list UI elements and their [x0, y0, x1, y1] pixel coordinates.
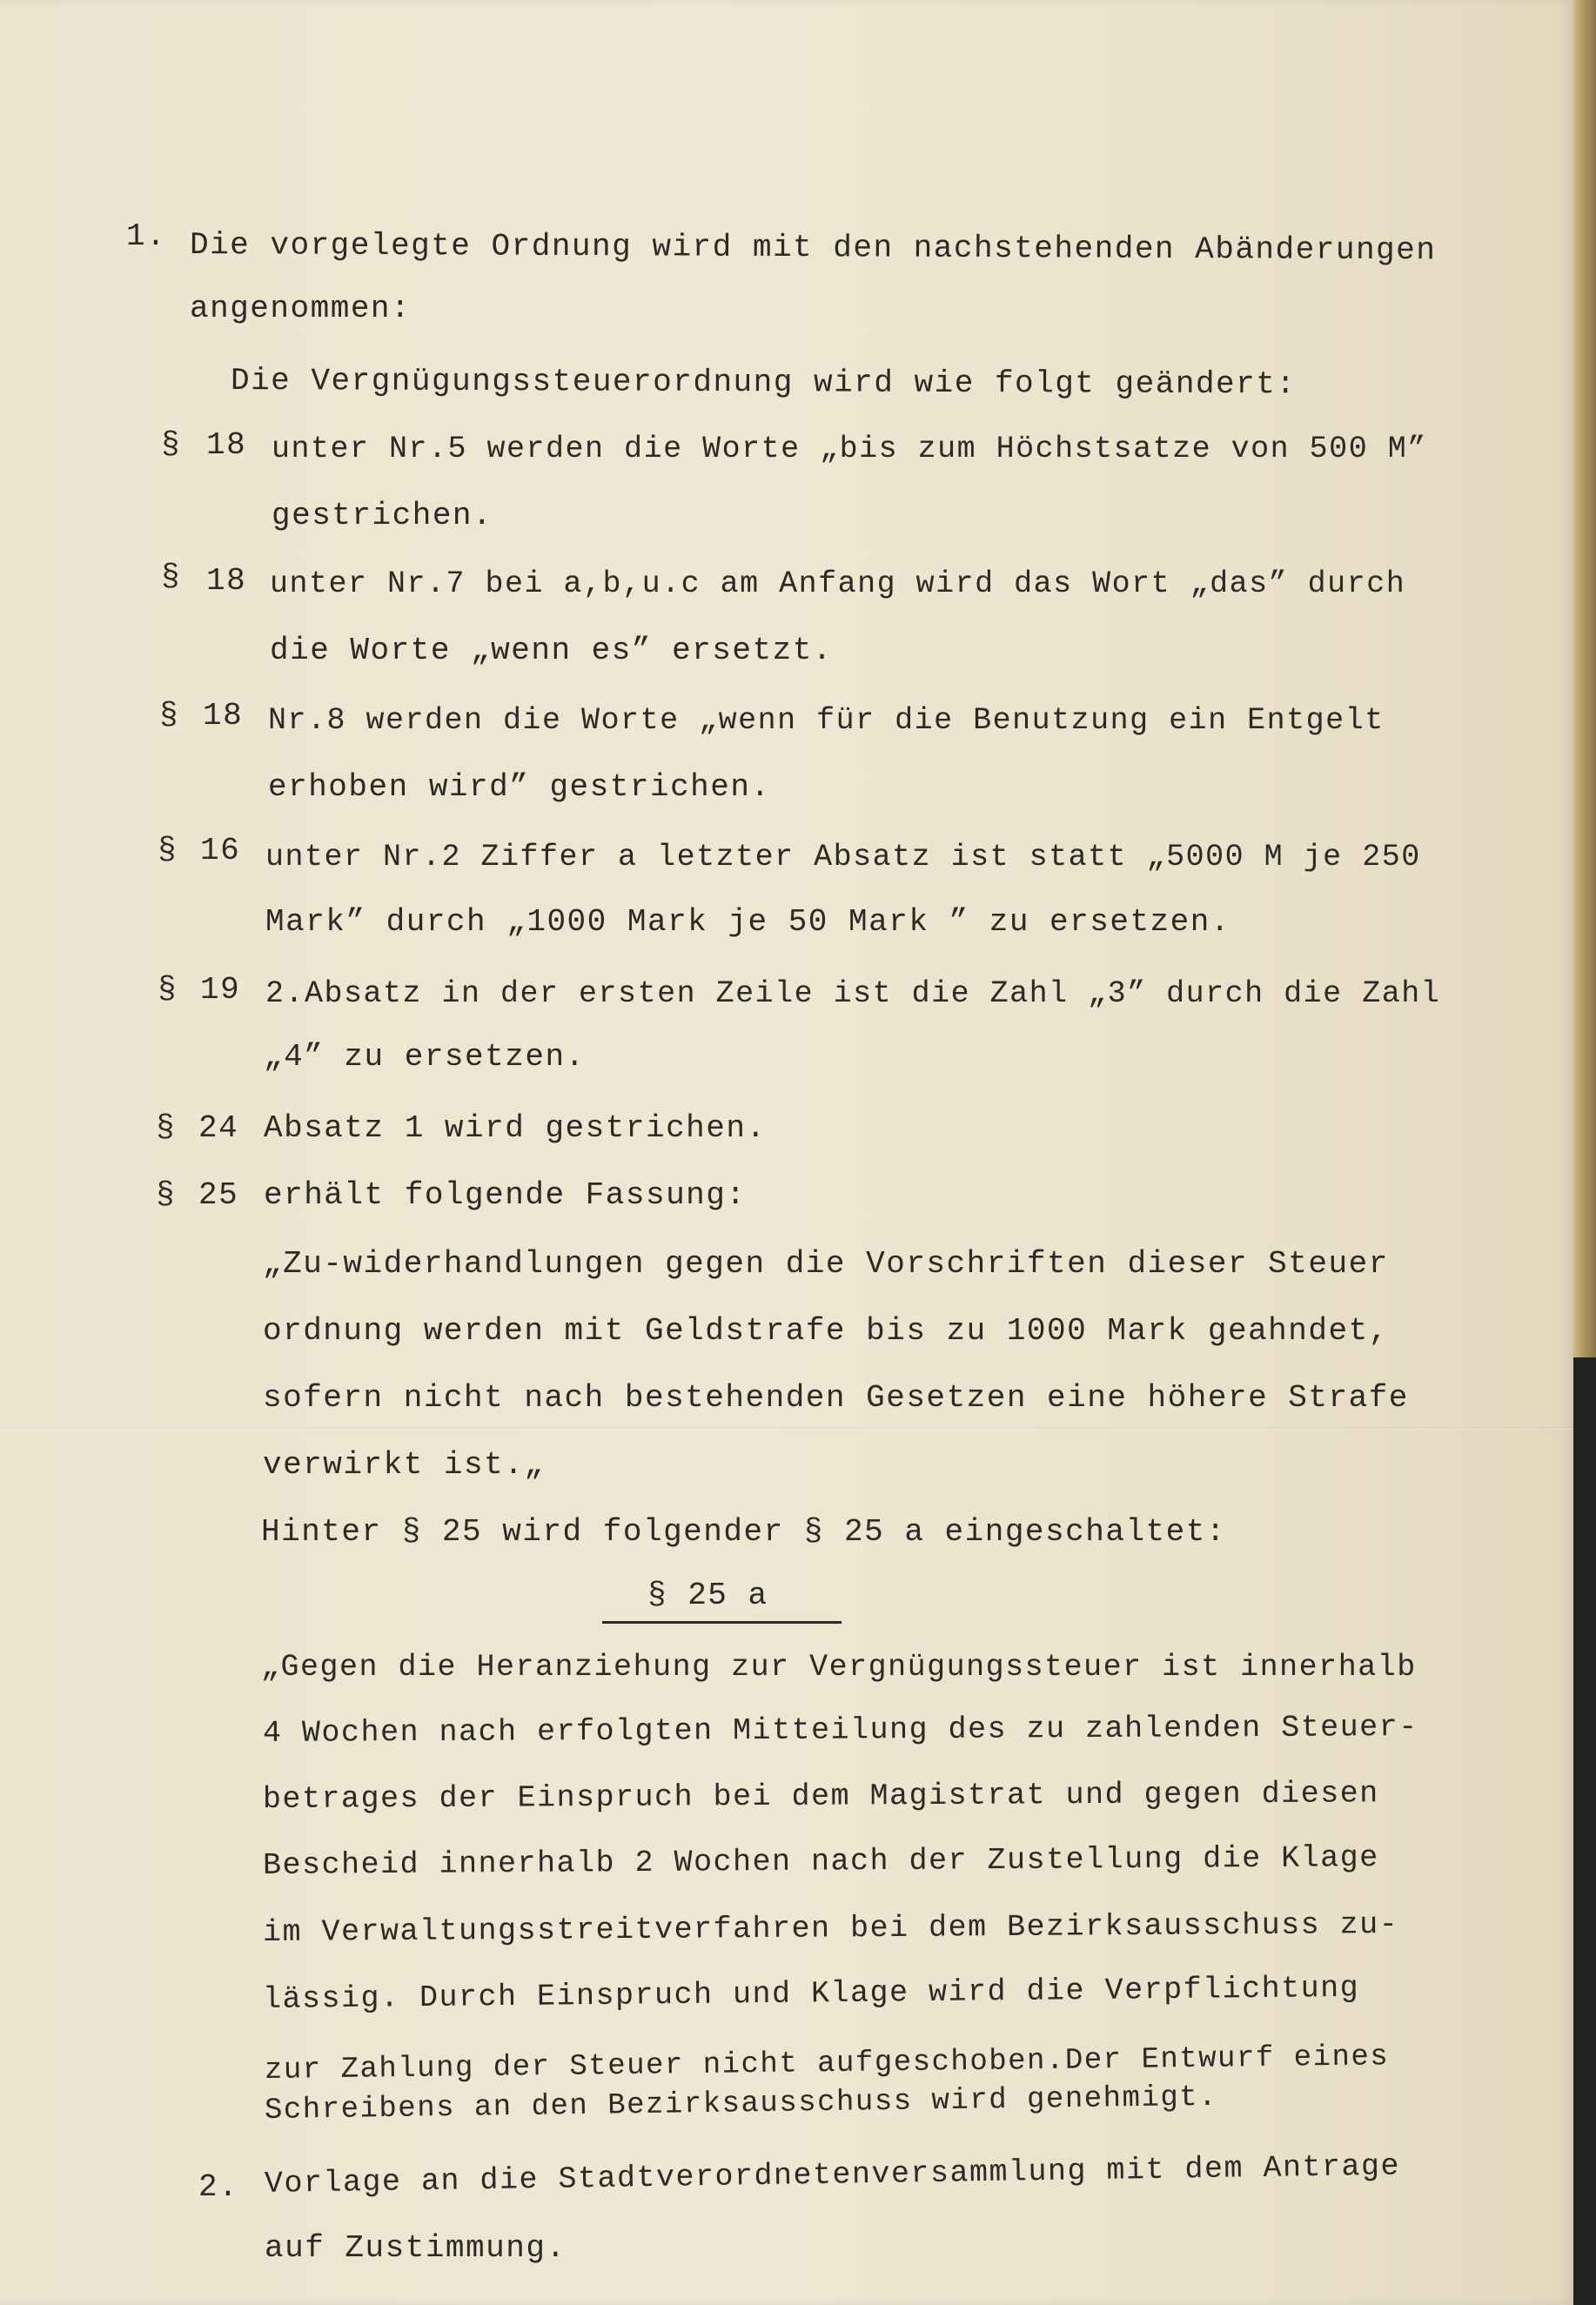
- amendment-text: erhoben wird” gestrichen.: [268, 769, 771, 805]
- amendment-text: erhält folgende Fassung:: [264, 1177, 747, 1213]
- amendment-sign: §: [159, 698, 180, 734]
- quote25a-line: lässig. Durch Einspruch und Klage wird die Verpflichtung: [262, 1970, 1360, 2017]
- item2-line1: Vorlage an die Stadtverordnetenversammlung mit dem Antrage: [264, 2148, 1401, 2201]
- amendment-text: Mark” durch „1000 Mark je 50 Mark ” zu ersetzen.: [265, 904, 1231, 940]
- heading-25a: § 25 a: [647, 1578, 768, 1613]
- quote25a-line: betrages der Einspruch bei dem Magistrat und gegen diesen: [262, 1776, 1379, 1817]
- item2-line2: auf Zustimmung.: [265, 2230, 567, 2266]
- amendment-sign: §: [158, 833, 178, 868]
- item2-number: 2.: [198, 2169, 239, 2205]
- item1-line2: angenommen:: [190, 291, 412, 326]
- amendment-sign: §: [156, 1177, 177, 1213]
- quote25a-line: Bescheid innerhalb 2 Wochen nach der Zustellung die Klage: [262, 1840, 1379, 1883]
- amendment-sign: §: [158, 972, 178, 1008]
- amendment-ref: 25: [198, 1177, 239, 1213]
- amendment-sign: §: [161, 427, 182, 463]
- amendment-ref: 18: [206, 563, 247, 599]
- amendment-ref: 16: [200, 833, 241, 868]
- amendment-ref: 19: [200, 972, 241, 1008]
- amendment-text: 2.Absatz in der ersten Zeile ist die Zahl „3” durch die Zahl: [265, 976, 1441, 1011]
- amendment-text: gestrichen.: [272, 498, 493, 533]
- amendment-text: unter Nr.5 werden die Worte „bis zum Höchstsatze von 500 M”: [272, 432, 1427, 466]
- insert-line: Hinter § 25 wird folgender § 25 a eingeschaltet:: [261, 1514, 1226, 1550]
- amendment-ref: 18: [203, 698, 244, 734]
- amendment-ref: 24: [198, 1110, 239, 1146]
- quote25-line: „Zu-widerhandlungen gegen die Vorschriften dieser Steuer: [263, 1246, 1389, 1282]
- amendment-sign: §: [156, 1110, 177, 1146]
- heading-underline: [602, 1621, 842, 1624]
- quote25a-line: im Verwaltungsstreitverfahren bei dem Bezirksausschuss zu-: [262, 1906, 1399, 1950]
- item1-line1: Die vorgelegte Ordnung wird mit den nachstehenden Abänderungen: [189, 227, 1437, 269]
- quote25-line: verwirkt ist.„: [263, 1447, 545, 1483]
- quote25-line: ordnung werden mit Geldstrafe bis zu 1000 Mark geahndet,: [263, 1313, 1389, 1349]
- item1-number: 1.: [126, 218, 167, 254]
- quote25a-line: Schreibens an den Bezirksausschuss wird genehmigt.: [264, 2081, 1218, 2127]
- amendment-ref: 18: [206, 427, 247, 463]
- amendment-text: die Worte „wenn es” ersetzt.: [270, 633, 833, 668]
- amendment-text: unter Nr.7 bei a,b,u.c am Anfang wird das Wort „das” durch: [270, 566, 1406, 601]
- quote25a-line: 4 Wochen nach erfolgten Mitteilung des zu zahlenden Steuer-: [262, 1710, 1418, 1751]
- paper-fold: [0, 1427, 1573, 1430]
- amendment-text: Absatz 1 wird gestrichen.: [264, 1110, 767, 1146]
- book-edge: [1573, 0, 1596, 1357]
- quote25-line: sofern nicht nach bestehenden Gesetzen eine höhere Strafe: [263, 1380, 1409, 1416]
- amendment-text: „4” zu ersetzen.: [264, 1039, 586, 1075]
- amendment-text: unter Nr.2 Ziffer a letzter Absatz ist statt „5000 M je 250: [265, 840, 1421, 874]
- amendment-text: Nr.8 werden die Worte „wenn für die Benutzung ein Entgelt: [268, 703, 1385, 738]
- quote25a-line: „Gegen die Heranziehung zur Vergnügungssteuer ist innerhalb: [261, 1650, 1417, 1685]
- quote25a-line: zur Zahlung der Steuer nicht aufgeschoben.Der Entwurf eines: [264, 2040, 1390, 2087]
- item1-intro: Die Vergnügungssteuerordnung wird wie folgt geändert:: [230, 363, 1297, 403]
- amendment-sign: §: [161, 559, 182, 595]
